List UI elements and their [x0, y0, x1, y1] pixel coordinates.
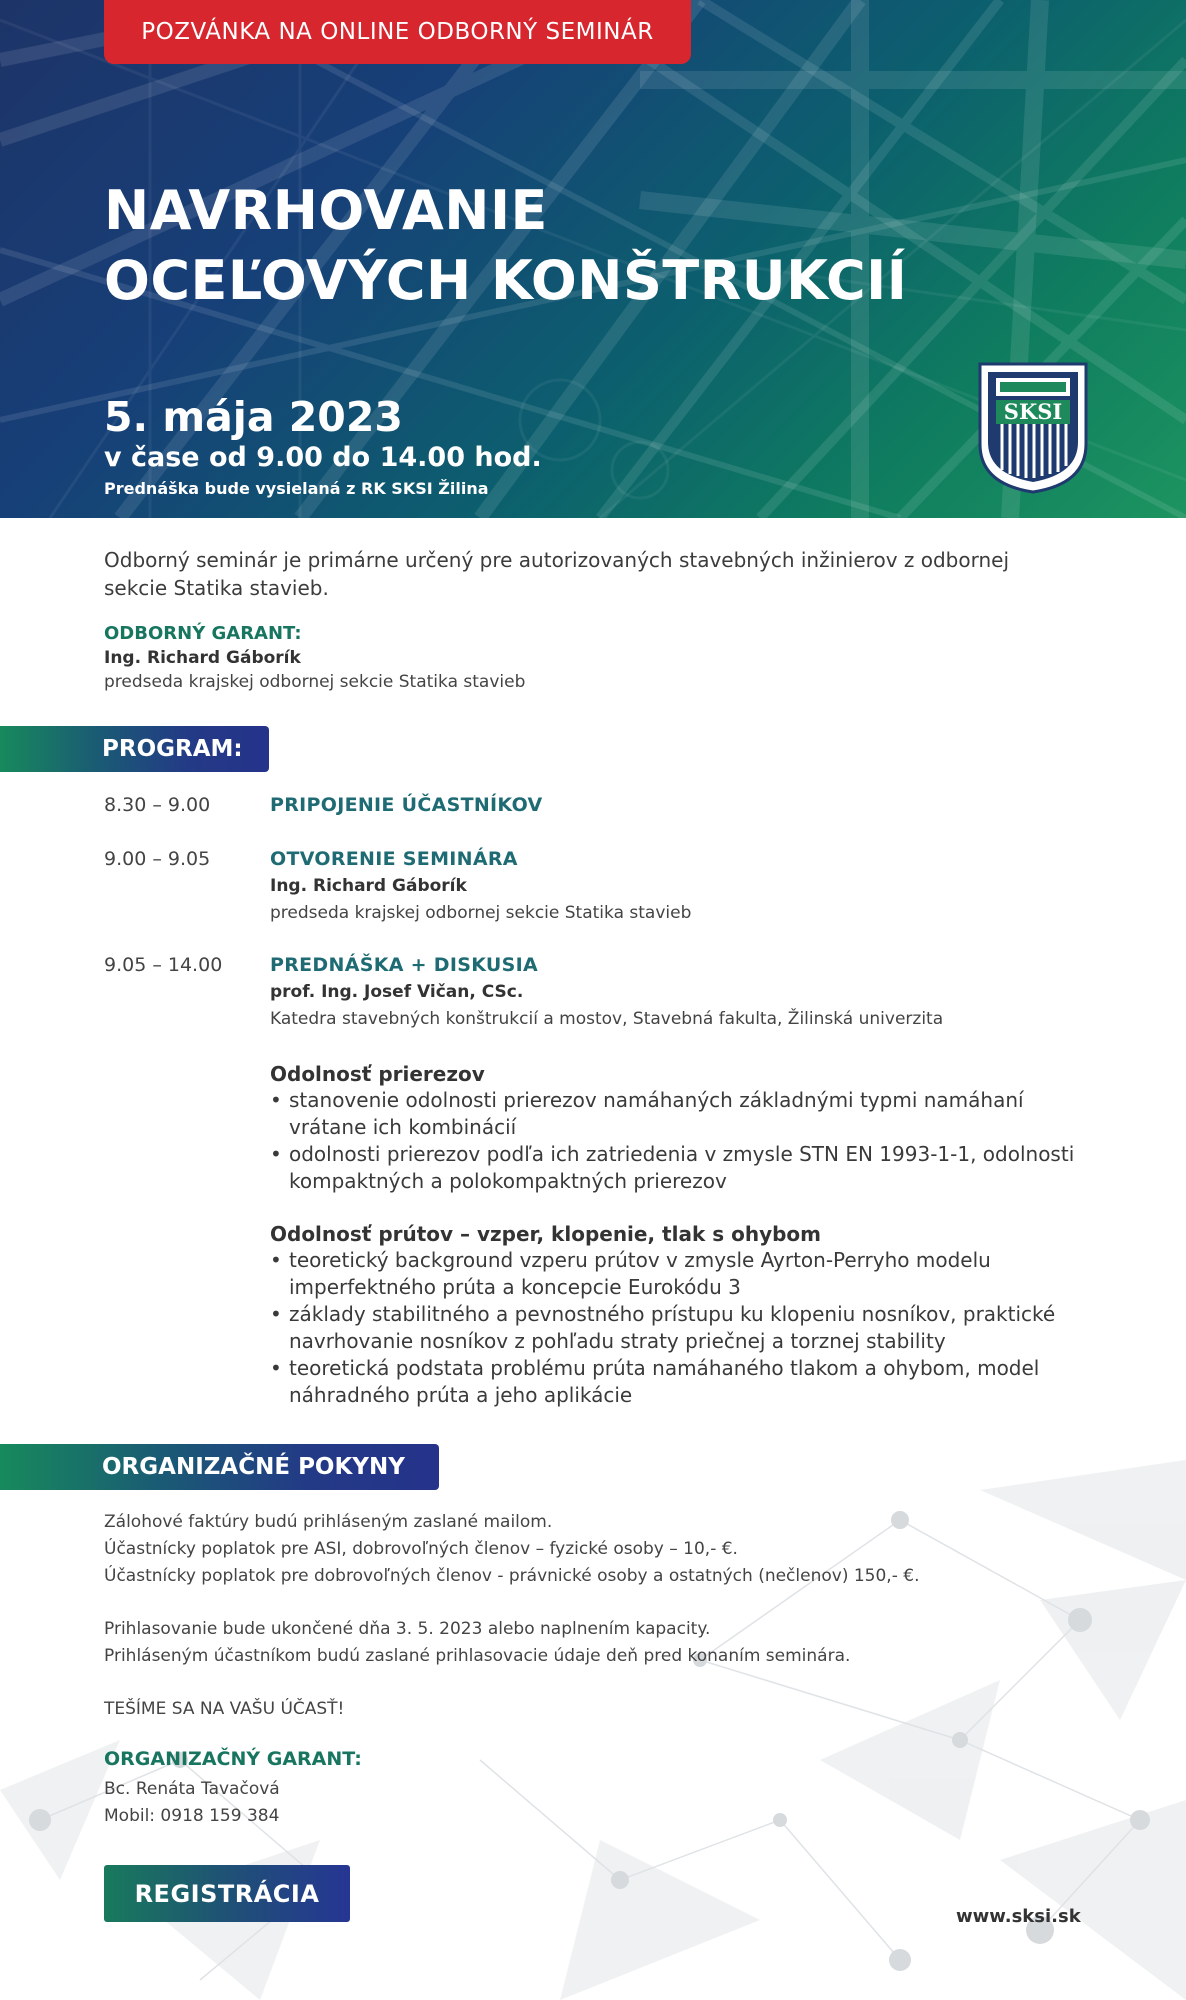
program-title-2: OTVORENIE SEMINÁRA: [270, 848, 518, 870]
title-line-2: OCEĽOVÝCH KONŠTRUKCIÍ: [104, 249, 908, 312]
org-garant-phone: Mobil: 0918 159 384: [104, 1806, 280, 1826]
program-role-3: Katedra stavebných konštrukcií a mostov, Stavebná fakulta, Žilinská univerzita: [270, 1009, 944, 1029]
intro-text: Odborný seminár je primárne určený pre autorizovaných stavebných inžinierov z odbornej sekcie Statika stavieb.: [104, 548, 1010, 600]
org-line-1: Zálohové faktúry budú prihláseným zaslané mailom.: [104, 1512, 553, 1532]
page-title: [104, 176, 907, 316]
logo-text: SKSI: [1003, 399, 1063, 424]
list-item: • stanovenie odolnosti prierezov namáhaných základnými typmi namáhaní vrátane ich kombinácií: [270, 1087, 1100, 1141]
topic-1-list: [270, 1087, 1100, 1195]
event-time: v čase od 9.00 do 14.00 hod.: [104, 442, 542, 473]
invitation-badge: POZVÁNKA NA ONLINE ODBORNÝ SEMINÁR: [104, 0, 691, 64]
org-line-2: Účastnícky poplatok pre ASI, dobrovoľných členov – fyzické osoby – 10,- €.: [104, 1539, 738, 1559]
garant-heading: ODBORNÝ GARANT:: [104, 623, 302, 644]
list-item: • teoretický background vzperu prútov v zmysle Ayrton-Perryho modelu imperfektného prúta a koncepcie Eurokódu 3: [270, 1247, 1100, 1301]
org-heading: ORGANIZAČNÉ POKYNY: [0, 1444, 439, 1490]
topic-2-list: [270, 1247, 1100, 1409]
header-banner: [0, 0, 1186, 518]
website-link[interactable]: www.sksi.sk: [956, 1906, 1081, 1927]
list-item: • teoretická podstata problému prúta namáhaného tlakom a ohybom, model náhradného prúta a jeho aplikácie: [270, 1355, 1100, 1409]
program-heading: PROGRAM:: [0, 726, 269, 772]
program-role-2: predseda krajskej odbornej sekcie Statika stavieb: [270, 903, 692, 923]
title-line-1: NAVRHOVANIE: [104, 179, 548, 242]
org-line-5: Prihláseným účastníkom budú zaslané prihlasovacie údaje deň pred konaním seminára.: [104, 1646, 851, 1666]
org-line-6: TEŠÍME SA NA VAŠU ÚČASŤ!: [104, 1699, 345, 1719]
program-person-2: Ing. Richard Gáborík: [270, 876, 467, 896]
event-venue: Prednáška bude vysielaná z RK SKSI Žilina: [104, 479, 489, 498]
org-garant-name: Bc. Renáta Tavačová: [104, 1779, 280, 1799]
program-time-1: 8.30 – 9.00: [104, 794, 211, 816]
program-person-3: prof. Ing. Josef Vičan, CSc.: [270, 982, 524, 1002]
org-garant-heading: ORGANIZAČNÝ GARANT:: [104, 1748, 362, 1770]
topic-2-heading: Odolnosť prútov – vzper, klopenie, tlak s ohybom: [270, 1222, 821, 1246]
topic-1-heading: Odolnosť prierezov: [270, 1062, 485, 1086]
sksi-logo: [976, 360, 1090, 496]
program-title-3: PREDNÁŠKA + DISKUSIA: [270, 954, 538, 976]
program-time-2: 9.00 – 9.05: [104, 848, 211, 870]
program-title-1: PRIPOJENIE ÚČASTNÍKOV: [270, 794, 543, 816]
garant-name: Ing. Richard Gáborík: [104, 648, 301, 668]
registration-button[interactable]: REGISTRÁCIA: [104, 1865, 350, 1922]
event-date: 5. mája 2023: [104, 393, 403, 441]
list-item: • odolnosti prierezov podľa ich zatriedenia v zmysle STN EN 1993-1-1, odolnosti kompaktných a polokompaktných prierezov: [270, 1141, 1100, 1195]
program-time-3: 9.05 – 14.00: [104, 954, 223, 976]
org-line-4: Prihlasovanie bude ukončené dňa 3. 5. 2023 alebo naplnením kapacity.: [104, 1619, 711, 1639]
garant-role: predseda krajskej odbornej sekcie Statika stavieb: [104, 672, 526, 692]
org-line-3: Účastnícky poplatok pre dobrovoľných členov - právnické osoby a ostatných (nečlenov) 150,- €.: [104, 1566, 920, 1586]
list-item: • základy stabilitného a pevnostného prístupu ku klopeniu nosníkov, praktické navrhovanie nosníkov z pohľadu straty priečnej a torznej stability: [270, 1301, 1100, 1355]
